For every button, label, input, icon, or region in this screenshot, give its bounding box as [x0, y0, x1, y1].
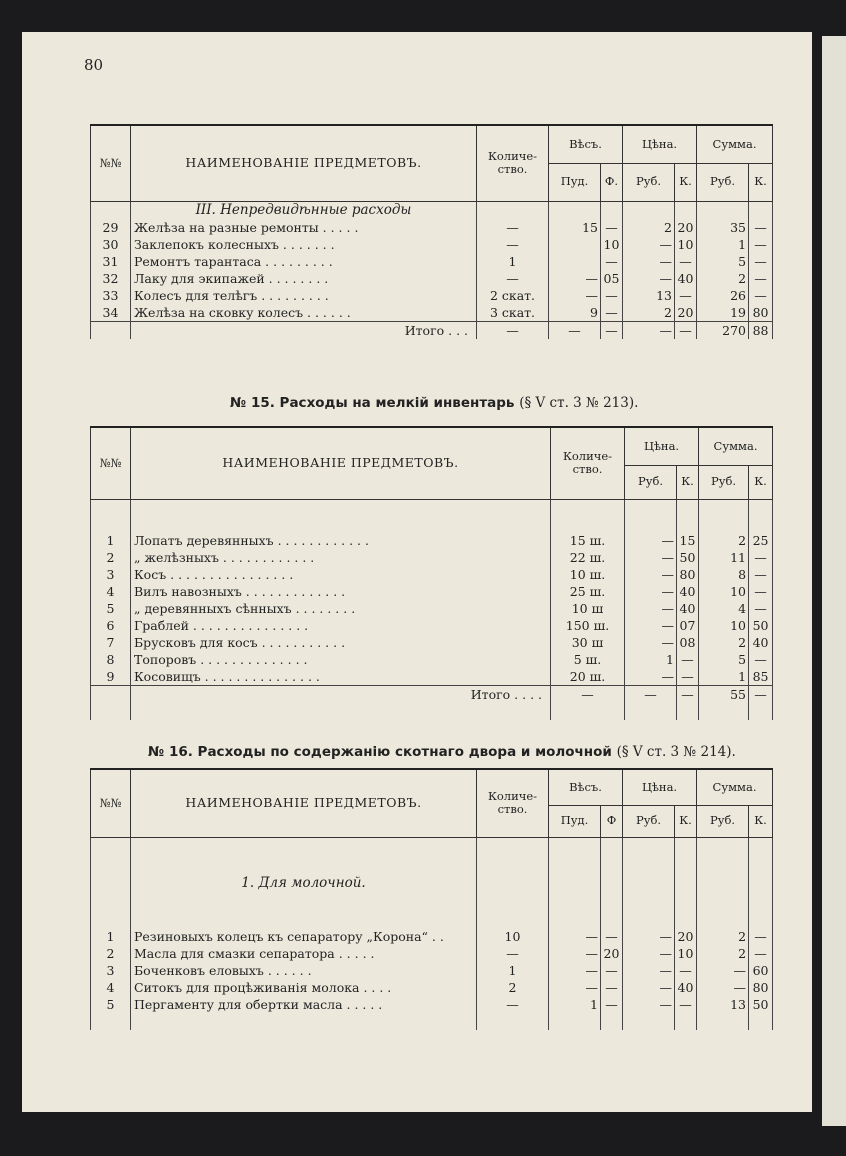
cell-funt: 20	[601, 945, 623, 962]
cell-n: 3	[91, 962, 131, 979]
cell-sr: 2	[697, 945, 749, 962]
cell-sr: 10	[699, 583, 749, 600]
cell-pud: 15	[549, 219, 601, 236]
cell-name: Граблей . . . . . . . . . . . . . . .	[131, 617, 551, 634]
cell-n: 30	[91, 236, 131, 253]
table-row	[91, 532, 773, 549]
cell-pk: 10	[675, 236, 697, 253]
cell-sk: 80	[749, 304, 773, 322]
cell-n: 3	[91, 566, 131, 583]
table-row	[91, 651, 773, 668]
cell-pr: —	[623, 996, 675, 1013]
cell-name: Ремонтъ тарантаса . . . . . . . . .	[131, 253, 477, 270]
total-label: Итого . . .	[131, 321, 477, 339]
caption-16: № 16. Расходы по содержанію скотнаго двора и молочной (§ V ст. 3 № 214).	[148, 744, 736, 760]
cell-qty: 5 ш.	[551, 651, 625, 668]
cell-sk: 60	[749, 962, 773, 979]
cell-sr: 10	[699, 617, 749, 634]
cell-name: Косъ . . . . . . . . . . . . . . . .	[131, 566, 551, 583]
cell-sr: 8	[699, 566, 749, 583]
col-funt: Ф.	[601, 163, 623, 201]
cell-pud	[549, 236, 601, 253]
cell-pud: —	[549, 979, 601, 996]
cell-pr: —	[625, 668, 677, 686]
cell-funt: —	[601, 996, 623, 1013]
cell-qty: 20 ш.	[551, 668, 625, 686]
cell-pr: —	[625, 532, 677, 549]
cell-pk: 20	[675, 304, 697, 322]
table-unforeseen-expenses	[90, 124, 773, 339]
cell-name: Вилъ навозныхъ . . . . . . . . . . . . .	[131, 583, 551, 600]
cell-pud: 1	[549, 996, 601, 1013]
cell-pk: 40	[677, 600, 699, 617]
cell-pud: —	[549, 945, 601, 962]
cell-sk: —	[749, 600, 773, 617]
cell-n: 9	[91, 668, 131, 686]
table-row	[91, 996, 773, 1013]
page-number: 80	[84, 56, 104, 74]
cell-pr: 1	[625, 651, 677, 668]
cell-sk: 85	[749, 668, 773, 686]
cell-pk: —	[675, 962, 697, 979]
cell-sr: 11	[699, 549, 749, 566]
cell-n: 2	[91, 945, 131, 962]
cell-pk: 40	[675, 270, 697, 287]
col-price: Цѣна.	[623, 125, 697, 163]
cell-name: Резиновыхъ колецъ къ сепаратору „Корона“ . .	[131, 928, 477, 945]
cell-n: 34	[91, 304, 131, 322]
cell-name: Заклепокъ колесныхъ . . . . . . .	[131, 236, 477, 253]
cell-sk: 25	[749, 532, 773, 549]
table-row	[91, 600, 773, 617]
cell-n: 5	[91, 600, 131, 617]
cell-name: „ деревянныхъ сѣнныхъ . . . . . . . .	[131, 600, 551, 617]
cell-qty: —	[477, 236, 549, 253]
cell-sk: 50	[749, 996, 773, 1013]
cell-pk: 20	[675, 219, 697, 236]
cell-pk: —	[677, 668, 699, 686]
cell-qty: —	[477, 219, 549, 236]
cell-pr: —	[623, 236, 675, 253]
cell-n: 4	[91, 979, 131, 996]
cell-pk: —	[675, 996, 697, 1013]
cell-pr: —	[625, 600, 677, 617]
cell-sk: —	[749, 928, 773, 945]
cell-n: 8	[91, 651, 131, 668]
cell-pk: 80	[677, 566, 699, 583]
cell-sk: 50	[749, 617, 773, 634]
cell-sk: —	[749, 253, 773, 270]
cell-sr: 2	[699, 634, 749, 651]
table-row	[91, 236, 773, 253]
cell-sk: —	[749, 549, 773, 566]
cell-n: 32	[91, 270, 131, 287]
cell-pud	[549, 253, 601, 270]
cell-pk: —	[675, 253, 697, 270]
cell-pr: 2	[623, 219, 675, 236]
table-row	[91, 962, 773, 979]
cell-funt: —	[601, 253, 623, 270]
col-sum-kop: К.	[749, 163, 773, 201]
cell-pk: 08	[677, 634, 699, 651]
cell-sr: 2	[697, 928, 749, 945]
table-row	[91, 270, 773, 287]
cell-name: Лопатъ деревянныхъ . . . . . . . . . . . .	[131, 532, 551, 549]
cell-qty: 30 ш	[551, 634, 625, 651]
cell-name: Боченковъ еловыхъ . . . . . .	[131, 962, 477, 979]
cell-pr: 2	[623, 304, 675, 322]
cell-funt: —	[601, 219, 623, 236]
cell-pud: 9	[549, 304, 601, 322]
col-qty: Количе-ство.	[477, 125, 549, 201]
cell-sk: —	[749, 566, 773, 583]
cell-sr: 1	[697, 236, 749, 253]
cell-pk: 20	[675, 928, 697, 945]
cell-qty: 3 скат.	[477, 304, 549, 322]
cell-qty: 10	[477, 928, 549, 945]
col-sum-rub: Руб.	[697, 163, 749, 201]
table-row	[91, 583, 773, 600]
cell-pr: —	[623, 979, 675, 996]
caption-15: № 15. Расходы на мелкій инвентарь (§ V ст. 3 № 213).	[230, 395, 639, 411]
col-pud: Пуд.	[549, 163, 601, 201]
adjacent-page-edge	[822, 36, 846, 1126]
cell-pr: —	[625, 583, 677, 600]
table-row	[91, 634, 773, 651]
cell-name: „ желѣзныхъ . . . . . . . . . . . .	[131, 549, 551, 566]
cell-sr: 4	[699, 600, 749, 617]
cell-funt: 10	[601, 236, 623, 253]
cell-pr: —	[623, 270, 675, 287]
cell-sr: 2	[699, 532, 749, 549]
cell-qty: —	[477, 270, 549, 287]
cell-pr: —	[625, 549, 677, 566]
cell-pk: 50	[677, 549, 699, 566]
cell-sk: —	[749, 270, 773, 287]
cell-funt: —	[601, 979, 623, 996]
table-row	[91, 668, 773, 686]
cell-sk: —	[749, 583, 773, 600]
cell-sr: 1	[699, 668, 749, 686]
cell-sr: 5	[699, 651, 749, 668]
total-sum-rub: 270	[697, 321, 749, 339]
cell-sr: 19	[697, 304, 749, 322]
cell-n: 1	[91, 928, 131, 945]
cell-pk: 40	[675, 979, 697, 996]
table-row	[91, 304, 773, 322]
table-row	[91, 287, 773, 304]
cell-sr: 13	[697, 996, 749, 1013]
cell-pr: —	[623, 962, 675, 979]
table-row	[91, 979, 773, 996]
cell-qty: —	[477, 996, 549, 1013]
col-price-kop: К.	[675, 163, 697, 201]
table-row	[91, 219, 773, 236]
cell-qty: 2	[477, 979, 549, 996]
cell-pud: —	[549, 270, 601, 287]
cell-pr: 13	[623, 287, 675, 304]
cell-sr: 2	[697, 270, 749, 287]
cell-qty: 25 ш.	[551, 583, 625, 600]
cell-funt: —	[601, 928, 623, 945]
cell-qty: 10 ш	[551, 600, 625, 617]
table-row	[91, 928, 773, 945]
total-row: Итого . . . — — — — — 270 88	[91, 321, 773, 339]
cell-pr: —	[623, 253, 675, 270]
cell-qty: 150 ш.	[551, 617, 625, 634]
cell-pud: —	[549, 287, 601, 304]
cell-n: 6	[91, 617, 131, 634]
cell-qty: 15 ш.	[551, 532, 625, 549]
cell-n: 1	[91, 532, 131, 549]
cell-pud: —	[549, 962, 601, 979]
table-small-inventory: №№ НАИМЕНОВАНІЕ ПРЕДМЕТОВЪ. Количе-ство. Цѣна. Сумма. Руб. К. Руб. К. 1 Лопатъ деревянныхъ . . . . . . . . . . . . 15 ш. — 15 2 25 2 „ желѣзныхъ . . . . . . . . . . . . 22 ш. — 50 11 — 3 Косъ . . . . . . . . . . . . . . . . 10 ш. — 80 8 — 4 Вилъ навозныхъ . . . . . . . . . . . . . 25 ш. — 40 10 — 5 „ деревянныхъ сѣнныхъ . . . . . . . . 10 ш — 40 4 — 6 Граблей . . . . . . . . . . . . . . . 150 ш. — 07 10 50 7 Брусковъ для косъ . . . . . . . . . . . 30 ш — 08 2 40 8 Топоровъ . . . . . . . . . . . . . . 5 ш. 1 — 5 — 9 Косовищъ . . . . . . . . . . . . . . . 20 ш. — — 1 85 Итого . . . . — — — 55 —	[90, 426, 773, 720]
cell-pr: —	[623, 945, 675, 962]
table-row	[91, 253, 773, 270]
cell-qty: 2 скат.	[477, 287, 549, 304]
cell-sk: —	[749, 287, 773, 304]
cell-qty: —	[477, 945, 549, 962]
table-row	[91, 549, 773, 566]
cell-sr: —	[697, 979, 749, 996]
cell-funt: —	[601, 304, 623, 322]
section-title: 1. Для молочной.	[131, 837, 477, 928]
cell-pud: —	[549, 928, 601, 945]
cell-n: 33	[91, 287, 131, 304]
cell-qty: 1	[477, 253, 549, 270]
cell-n: 4	[91, 583, 131, 600]
cell-name: Желѣза на сковку колесъ . . . . . .	[131, 304, 477, 322]
cell-pr: —	[625, 617, 677, 634]
cell-sk: —	[749, 651, 773, 668]
cell-pk: —	[677, 651, 699, 668]
total-row: Итого . . . . — — — 55 —	[91, 685, 773, 703]
cell-n: 31	[91, 253, 131, 270]
cell-funt: —	[601, 287, 623, 304]
cell-n: 2	[91, 549, 131, 566]
cell-sr: 26	[697, 287, 749, 304]
cell-n: 7	[91, 634, 131, 651]
cell-sk: 40	[749, 634, 773, 651]
cell-pk: 15	[677, 532, 699, 549]
cell-name: Желѣза на разные ремонты . . . . .	[131, 219, 477, 236]
cell-name: Косовищъ . . . . . . . . . . . . . . .	[131, 668, 551, 686]
cell-funt: 05	[601, 270, 623, 287]
section-title: III. Непредвидѣнные расходы	[131, 201, 477, 219]
cell-pr: —	[625, 566, 677, 583]
cell-qty: 10 ш.	[551, 566, 625, 583]
cell-name: Брусковъ для косъ . . . . . . . . . . .	[131, 634, 551, 651]
cell-name: Лаку для экипажей . . . . . . . .	[131, 270, 477, 287]
cell-pk: 10	[675, 945, 697, 962]
cell-sk: —	[749, 219, 773, 236]
table-row	[91, 566, 773, 583]
table-row	[91, 945, 773, 962]
cell-pk: —	[675, 287, 697, 304]
cell-pk: 40	[677, 583, 699, 600]
table-row	[91, 617, 773, 634]
table-dairy-expenses: №№ НАИМЕНОВАНІЕ ПРЕДМЕТОВЪ. Количе-ство. Вѣсъ. Цѣна. Сумма. Пуд. Ф Руб. К. Руб. К. 1. Для молочной. 1 Резиновыхъ колецъ къ сепаратору „Корона“ . . 10 — — — 20 2 — 2 Масла для смазки сепаратора . . . . . — — 20 — 10 2 — 3 Боченковъ еловыхъ . . . . . . 1 — — — — — 60 4 Ситокъ для процѣживанія молока . . . . 2 — — — 40 — 80 5 Пергаменту для обертки масла . . . . . — 1 — — — 13 50	[90, 768, 773, 1030]
cell-sk: 80	[749, 979, 773, 996]
cell-name: Ситокъ для процѣживанія молока . . . .	[131, 979, 477, 996]
cell-sr: 35	[697, 219, 749, 236]
cell-sr: 5	[697, 253, 749, 270]
cell-name: Пергаменту для обертки масла . . . . .	[131, 996, 477, 1013]
cell-pk: 07	[677, 617, 699, 634]
cell-sr: —	[697, 962, 749, 979]
col-price-rub: Руб.	[623, 163, 675, 201]
col-name: НАИМЕНОВАНІЕ ПРЕДМЕТОВЪ.	[131, 125, 477, 201]
cell-qty: 1	[477, 962, 549, 979]
cell-funt: —	[601, 962, 623, 979]
cell-name: Топоровъ . . . . . . . . . . . . . .	[131, 651, 551, 668]
cell-n: 5	[91, 996, 131, 1013]
total-sum-kop: 88	[749, 321, 773, 339]
col-sum: Сумма.	[697, 125, 773, 163]
cell-sk: —	[749, 236, 773, 253]
cell-sk: —	[749, 945, 773, 962]
col-weight: Вѣсъ.	[549, 125, 623, 163]
cell-qty: 22 ш.	[551, 549, 625, 566]
cell-name: Колесъ для телѣгъ . . . . . . . . .	[131, 287, 477, 304]
cell-n: 29	[91, 219, 131, 236]
cell-pr: —	[625, 634, 677, 651]
cell-name: Масла для смазки сепаратора . . . . .	[131, 945, 477, 962]
cell-pr: —	[623, 928, 675, 945]
col-num: №№	[91, 125, 131, 201]
